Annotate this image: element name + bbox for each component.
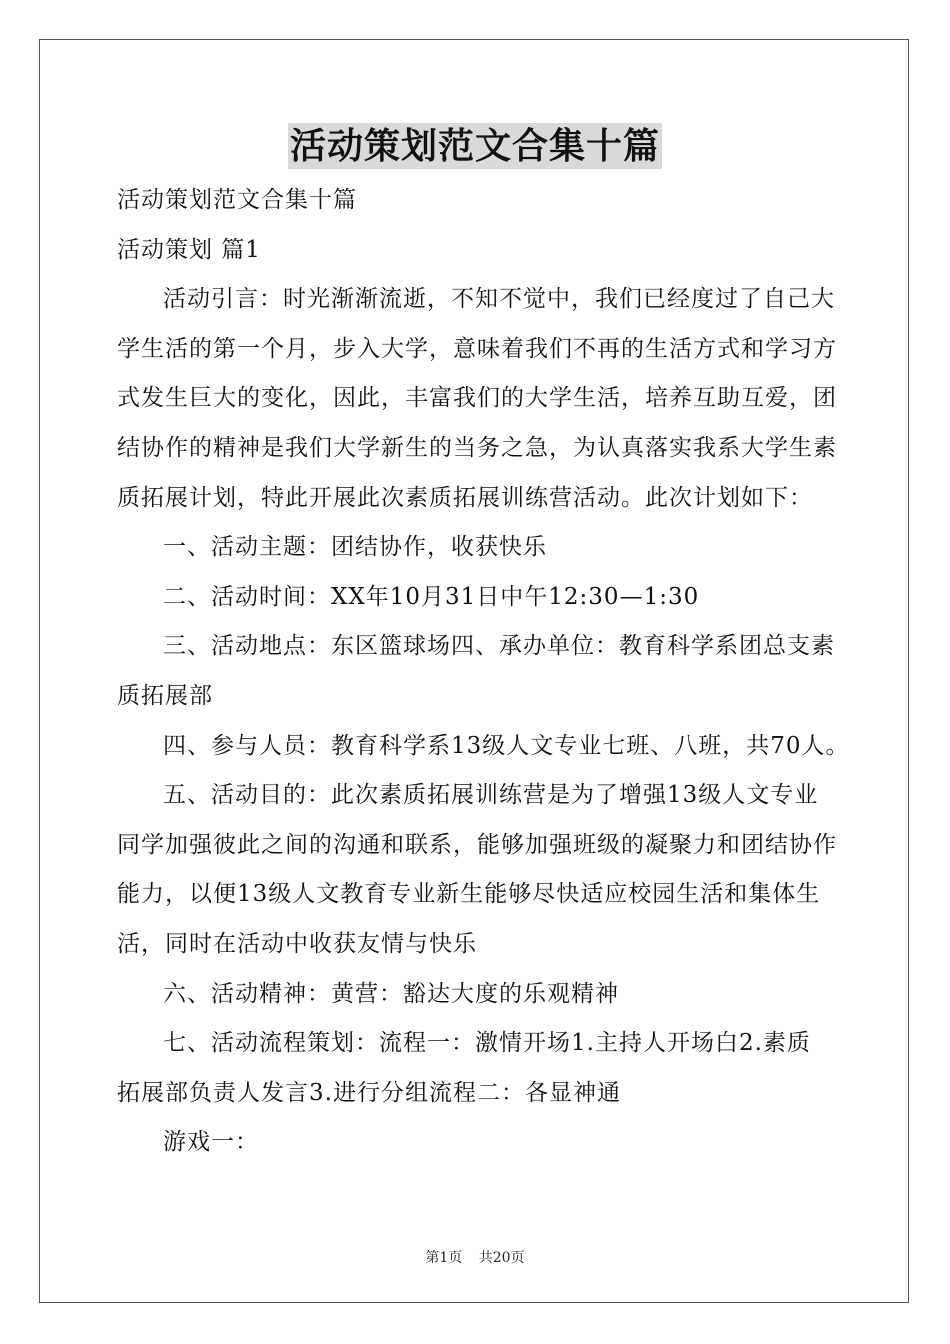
paragraph-line: 六、活动精神：黄营：豁达大度的乐观精神	[163, 980, 619, 1007]
paragraph-line: 一、活动主题：团结协作，收获快乐	[163, 534, 547, 561]
paragraph-line: 结协作的精神是我们大学新生的当务之急，为认真落实我系大学生素	[117, 434, 837, 461]
paragraph-line: 二、活动时间：XX年10月31日中午12:30—1:30	[163, 583, 700, 610]
paragraph-location	[117, 622, 843, 721]
paragraph-line: 五、活动目的：此次素质拓展训练营是为了增强13级人文专业	[163, 782, 819, 809]
paragraph-line: 同学加强彼此之间的沟通和联系，能够加强班级的凝聚力和团结协作	[117, 831, 837, 858]
paragraph-line: 游戏一：	[163, 1129, 259, 1156]
paragraph-line: 质拓展部	[117, 682, 213, 709]
paragraph-intro	[117, 275, 843, 523]
paragraph-line: 三、活动地点：东区篮球场四、承办单位：教育科学系团总支素	[163, 633, 835, 660]
paragraph-line: 能力，以便13级人文教育专业新生能够尽快适应校园生活和集体生	[117, 881, 821, 908]
paragraph-purpose	[117, 771, 843, 969]
document-body	[117, 176, 850, 1168]
paragraph-line: 七、活动流程策划：流程一：激情开场1.主持人开场白2.素质	[163, 1030, 811, 1057]
paragraph-line: 拓展部负责人发言3.进行分组流程二：各显神通	[117, 1079, 621, 1106]
paragraph-spirit	[117, 970, 843, 1020]
paragraph-line: 活，同时在活动中收获友情与快乐	[117, 930, 477, 957]
document-title-text: 活动策划范文合集十篇	[289, 125, 660, 167]
paragraph-theme	[117, 523, 843, 573]
page-number-total: 共20页	[478, 1250, 525, 1266]
page-number-current: 第1页	[425, 1250, 463, 1266]
paragraph-time	[117, 573, 843, 623]
paragraph-line: 学生活的第一个月，步入大学，意味着我们不再的生活方式和学习方	[117, 335, 837, 362]
paragraph-line: 质拓展计划，特此开展此次素质拓展训练营活动。此次计划如下：	[117, 484, 813, 511]
paragraph-participants	[117, 722, 850, 772]
paragraph-line: 式发生巨大的变化，因此，丰富我们的大学生活，培养互助互爱，团	[117, 385, 837, 412]
page-footer	[0, 1247, 950, 1267]
paragraph-line: 活动引言：时光渐渐流逝，不知不觉中，我们已经度过了自己大	[163, 286, 835, 313]
document-title	[0, 123, 950, 169]
document-subtitle: 活动策划范文合集十篇	[117, 187, 357, 213]
section-heading: 活动策划 篇1	[117, 236, 261, 263]
paragraph-line: 四、参与人员：教育科学系13级人文专业七班、八班，共70人。	[163, 732, 850, 759]
paragraph-process	[117, 1019, 843, 1118]
paragraph-game-one	[117, 1118, 843, 1168]
